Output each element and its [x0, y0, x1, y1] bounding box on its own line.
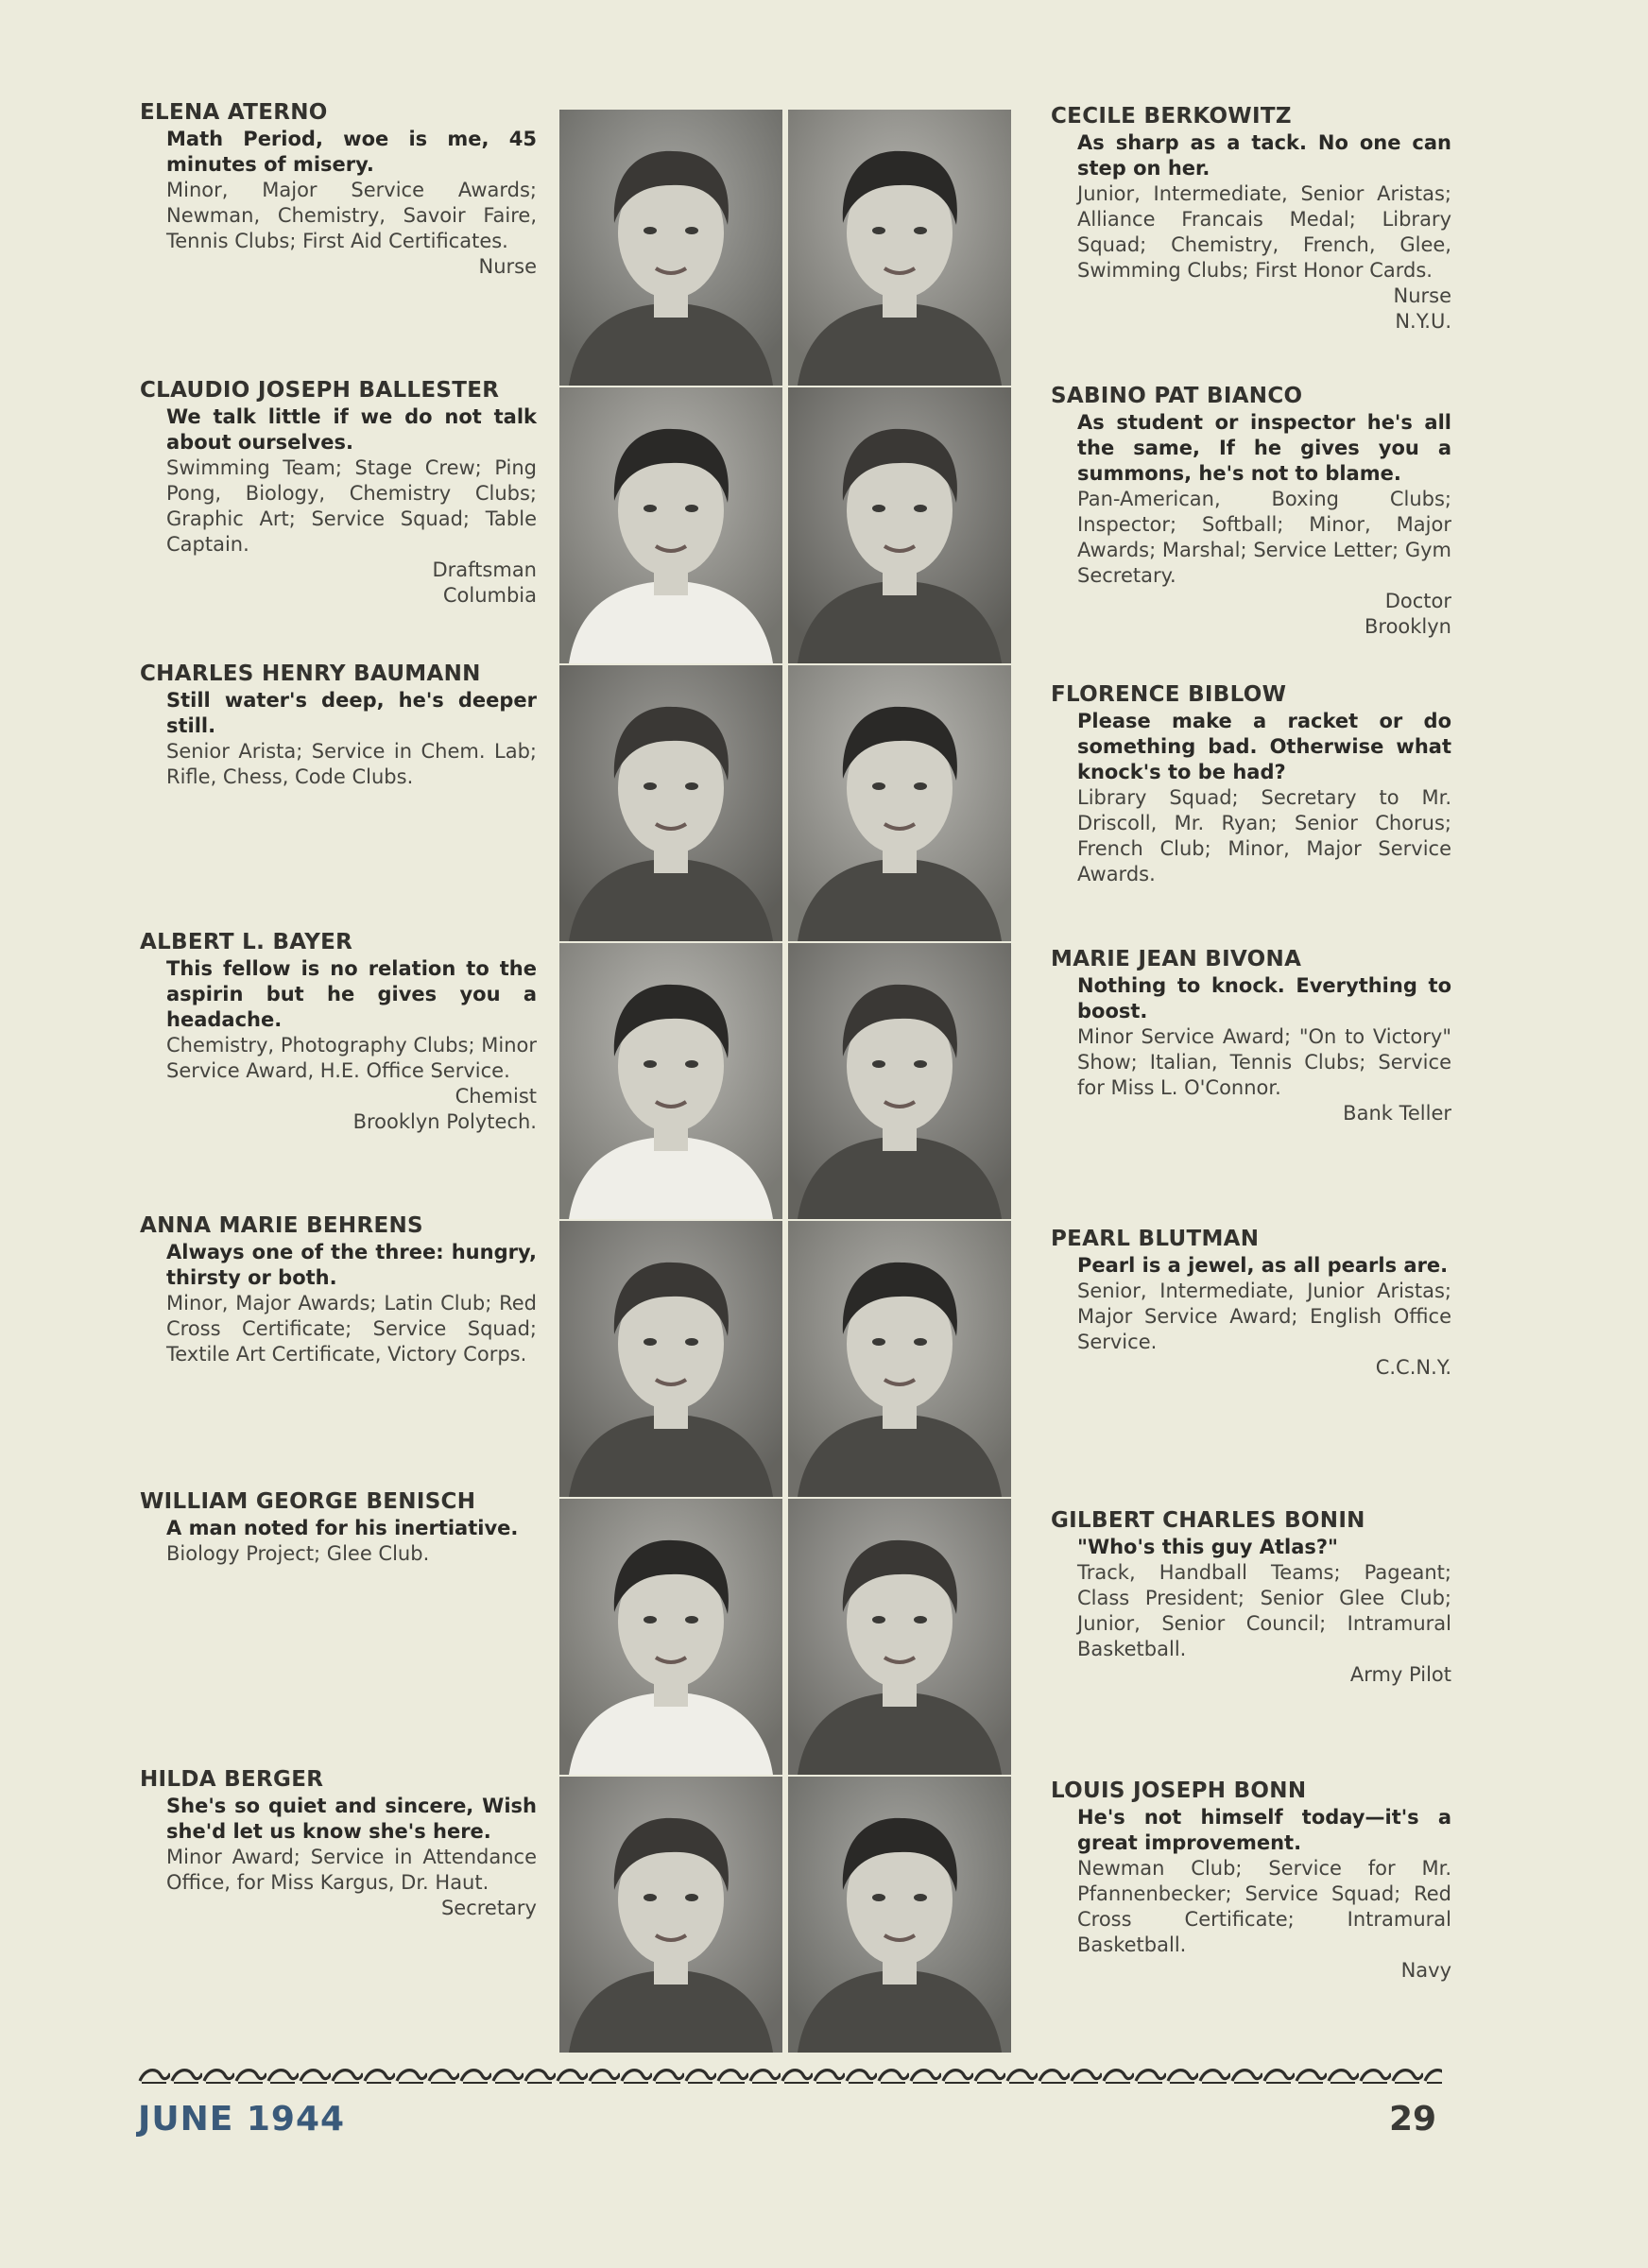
senior-quote: Pearl is a jewel, as all pearls are.: [1077, 1254, 1449, 1277]
senior-quote: "Who's this guy Atlas?": [1077, 1536, 1338, 1558]
senior-name: CECILE BERKOWITZ: [1051, 104, 1292, 129]
senior-entry-bonn: [1051, 1777, 1451, 1984]
senior-name: HILDA BERGER: [140, 1767, 324, 1792]
senior-future: Army Pilot: [1349, 1663, 1451, 1686]
issue-date: JUNE 1944: [138, 2100, 346, 2139]
portrait-photo: [559, 1777, 782, 2053]
senior-name: FLORENCE BIBLOW: [1051, 682, 1287, 707]
senior-activities: Chemistry, Photography Clubs; Minor Service Award, H.E. Office Service.: [166, 1034, 537, 1082]
portrait-photo: [788, 110, 1011, 386]
senior-activities: Minor Service Award; "On to Victory" Show; Italian, Tennis Clubs; Service for Miss L. O'Connor.: [1077, 1025, 1451, 1099]
senior-quote: He's not himself today—it's a great improvement.: [1077, 1806, 1451, 1854]
portrait-photo: [559, 943, 782, 1219]
portrait-grid: [559, 110, 1015, 2051]
senior-activities: Senior, Intermediate, Junior Aristas; Major Service Award; English Office Service.: [1077, 1280, 1451, 1353]
senior-future: Secretary: [440, 1897, 537, 1919]
senior-activities: Pan-American, Boxing Clubs; Inspector; Softball; Minor, Major Awards; Marshal; Service Letter; Gym Secretary.: [1077, 488, 1451, 587]
senior-college: Columbia: [442, 584, 537, 607]
senior-college: Brooklyn Polytech.: [352, 1110, 537, 1133]
portrait-photo: [788, 943, 1011, 1219]
senior-name: ALBERT L. BAYER: [140, 930, 353, 954]
portrait-photo: [788, 665, 1011, 941]
senior-entry-biblow: [1051, 680, 1451, 887]
senior-name: GILBERT CHARLES BONIN: [1051, 1508, 1365, 1533]
senior-entry-ballester: [140, 376, 537, 609]
senior-future: Doctor: [1384, 590, 1451, 612]
portrait-photo: [559, 665, 782, 941]
senior-entry-behrens: [140, 1211, 537, 1367]
portrait-photo: [559, 1221, 782, 1497]
portrait-photo: [559, 110, 782, 386]
portrait-photo: [559, 387, 782, 663]
senior-activities: Biology Project; Glee Club.: [166, 1542, 430, 1565]
portrait-photo: [788, 1221, 1011, 1497]
senior-future: Bank Teller: [1343, 1102, 1451, 1125]
senior-quote: Math Period, woe is me, 45 minutes of misery.: [166, 128, 537, 176]
senior-entry-bayer: [140, 928, 537, 1135]
senior-name: CHARLES HENRY BAUMANN: [140, 662, 481, 686]
senior-activities: Minor, Major Awards; Latin Club; Red Cross Certificate; Service Squad; Textile Art Certificate, Victory Corps.: [166, 1292, 537, 1366]
senior-entry-berkowitz: [1051, 102, 1451, 335]
senior-entry-berger: [140, 1765, 537, 1921]
senior-quote: We talk little if we do not talk about ourselves.: [166, 405, 537, 454]
senior-activities: Library Squad; Secretary to Mr. Driscoll, Mr. Ryan; Senior Chorus; French Club; Minor, Major Service Awards.: [1077, 786, 1451, 885]
senior-name: LOUIS JOSEPH BONN: [1051, 1778, 1307, 1803]
senior-activities: Minor, Major Service Awards; Newman, Chemistry, Savoir Faire, Tennis Clubs; First Aid Certificates.: [166, 179, 537, 252]
senior-name: PEARL BLUTMAN: [1051, 1227, 1260, 1251]
senior-future: Navy: [1400, 1959, 1451, 1982]
senior-name: WILLIAM GEORGE BENISCH: [140, 1489, 476, 1514]
senior-name: ELENA ATERNO: [140, 100, 328, 125]
senior-entry-bivona: [1051, 945, 1451, 1126]
senior-name: ANNA MARIE BEHRENS: [140, 1213, 423, 1238]
portrait-photo: [788, 1777, 1011, 2053]
senior-college: Brooklyn: [1364, 615, 1451, 638]
senior-quote: Always one of the three: hungry, thirsty or both.: [166, 1241, 537, 1289]
ornamental-border: [138, 2062, 1442, 2088]
senior-entry-bonin: [1051, 1506, 1451, 1688]
senior-quote: Please make a racket or do something bad. Otherwise what knock's to be had?: [1077, 710, 1451, 783]
senior-quote: A man noted for his inertiative.: [166, 1517, 519, 1539]
portrait-photo: [788, 387, 1011, 663]
senior-entry-aterno: [140, 98, 537, 280]
senior-entry-bianco: [1051, 382, 1451, 640]
senior-quote: Still water's deep, he's deeper still.: [166, 689, 537, 737]
senior-quote: As student or inspector he's all the same, If he gives you a summons, he's not to blame.: [1077, 411, 1451, 485]
senior-college: N.Y.U.: [1395, 310, 1451, 333]
senior-activities: Minor Award; Service in Attendance Office, for Miss Kargus, Dr. Haut.: [166, 1846, 537, 1894]
senior-quote: As sharp as a tack. No one can step on her.: [1077, 131, 1451, 180]
senior-entry-blutman: [1051, 1225, 1451, 1381]
senior-college: C.C.N.Y.: [1375, 1356, 1451, 1379]
portrait-photo: [559, 1499, 782, 1775]
portrait-photo: [788, 1499, 1011, 1775]
senior-name: MARIE JEAN BIVONA: [1051, 947, 1302, 971]
senior-activities: Newman Club; Service for Mr. Pfannenbecker; Service Squad; Red Cross Certificate; Intramural Basketball.: [1077, 1857, 1451, 1956]
senior-entry-benisch: [140, 1487, 537, 1567]
page-number: 29: [1389, 2100, 1437, 2139]
senior-activities: Junior, Intermediate, Senior Aristas; Alliance Francais Medal; Library Squad; Chemistry, French, Glee, Swimming Clubs; First Honor Cards.: [1077, 182, 1451, 282]
senior-quote: Nothing to knock. Everything to boost.: [1077, 974, 1451, 1022]
senior-quote: She's so quiet and sincere, Wish she'd let us know she's here.: [166, 1795, 537, 1843]
senior-name: CLAUDIO JOSEPH BALLESTER: [140, 378, 500, 403]
senior-future: Chemist: [455, 1085, 537, 1108]
senior-activities: Track, Handball Teams; Pageant; Class President; Senior Glee Club; Junior, Senior Council; Intramural Basketball.: [1077, 1561, 1451, 1660]
senior-future: Nurse: [478, 255, 537, 278]
senior-activities: Senior Arista; Service in Chem. Lab; Rifle, Chess, Code Clubs.: [166, 740, 537, 788]
senior-quote: This fellow is no relation to the aspirin but he gives you a headache.: [166, 957, 537, 1031]
senior-future: Draftsman: [432, 558, 537, 581]
senior-entry-baumann: [140, 660, 537, 790]
senior-future: Nurse: [1393, 284, 1451, 307]
senior-activities: Swimming Team; Stage Crew; Ping Pong, Biology, Chemistry Clubs; Graphic Art; Service Squad; Table Captain.: [166, 456, 537, 556]
senior-name: SABINO PAT BIANCO: [1051, 384, 1303, 408]
